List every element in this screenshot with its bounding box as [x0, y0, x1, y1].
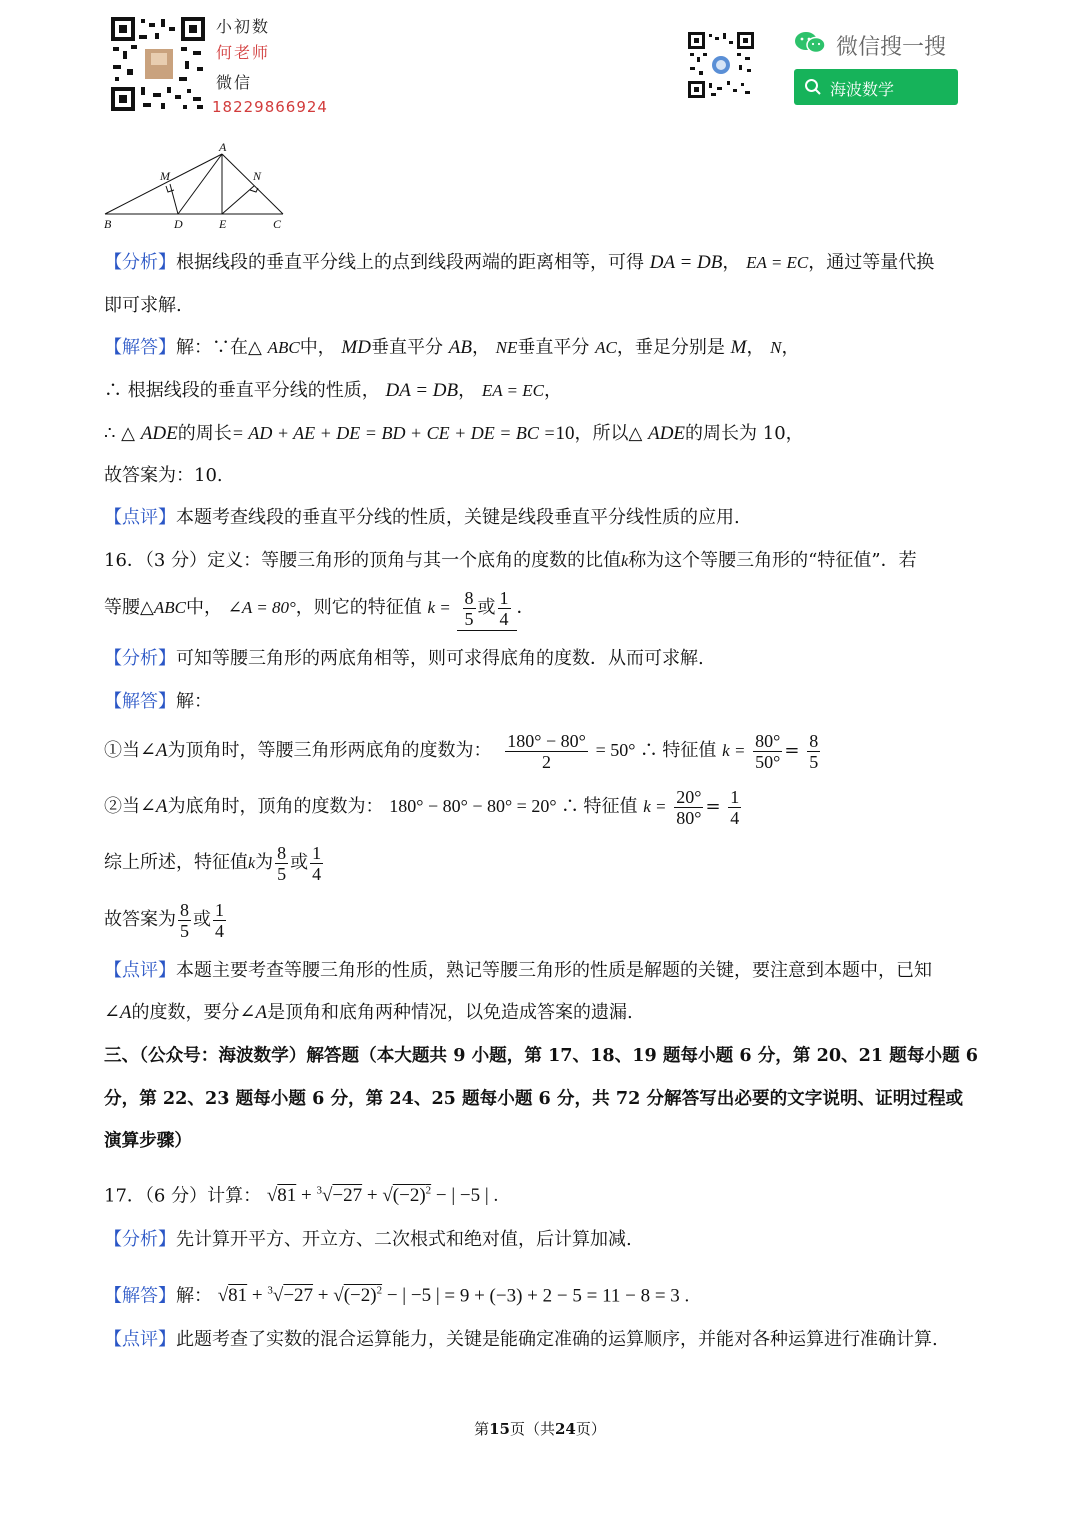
label-d: D [174, 217, 183, 231]
section3-line3: 演算步骤） [104, 1130, 192, 1151]
q15-analysis-cont: 即可求解. [104, 295, 182, 316]
q17-solution: 【解答】解： $√81 + ^3√-27 + √(-2)^2$ − | −5 | = 9 + (−3) + 2 − 5 = 11 − 8 = 3 . [104, 1285, 690, 1307]
contact-line-3: 微信 [216, 73, 253, 92]
q16-stem-line2: 等腰△ABC中， ∠A = 80°，则它的特征值 k = $\frac{8}{5}$ 或 $\frac{1}{4}$ ． [104, 586, 535, 631]
q17-stem: 17．（6 分）计算： $√81 + ^3√-27 + √(-2)^2$ − | −5 | . [104, 1185, 499, 1207]
contact-phone: 18229866924 [212, 98, 328, 116]
q16-answer-blank: $\frac{8}{5}$ 或 $\frac{1}{4}$ [457, 586, 517, 631]
q16-solution-head: 【解答】解： [104, 691, 212, 712]
q16-summary: 综上所述，特征值k为 $\frac{8}{5}$ 或 $\frac{1}{4}$ [104, 842, 322, 884]
q17-comment: 【点评】此题考查了实数的混合运算能力，关键是能确定准确的运算顺序，并能对各种运算进行准确计算. [104, 1329, 938, 1350]
triangle-figure [100, 140, 290, 232]
analysis-tag: 【分析】 [104, 252, 176, 273]
section3-line1: 三、（公众号：海波数学）解答题（本大题共 9 小题，第 17、18、19 题每小题 6 分，第 20、21 题每小题 6 [104, 1045, 979, 1066]
qr-code-right [687, 31, 755, 99]
q15-comment: 【点评】本题考查线段的垂直平分线的性质，关键是线段垂直平分线性质的应用. [104, 507, 740, 528]
page-footer: 第15页（共24页） [474, 1420, 606, 1438]
label-e: E [219, 217, 227, 231]
wechat-search-title: 微信搜一搜 [836, 35, 947, 60]
page-number: 15 [489, 1420, 510, 1438]
label-c: C [273, 217, 282, 231]
q16-comment-line2: ∠A的度数，要分∠A是顶角和底角两种情况，以免造成答案的遗漏. [104, 1002, 633, 1023]
total-pages: 24 [555, 1420, 576, 1438]
q16-analysis: 【分析】可知等腰三角形的两底角相等，则可求得底角的度数．从而可求解. [104, 648, 704, 669]
qr-code-left [109, 15, 207, 113]
q15-answer: 故答案为：10. [104, 465, 223, 486]
contact-line-1: 小初数 [216, 17, 271, 36]
q16-case1: ①当∠A为顶角时，等腰三角形两底角的度数为： $\frac{180^\circ - 80^\circ}{2}$ = 50° ∴ 特征值 k = $\frac{80^\circ}{50^\circ}$ = $\frac{8}{5}$ [104, 730, 819, 772]
q15-solution-line3: ∴ △ ADE的周长= AD + AE + DE = BD + CE + DE = BC =10，所以△ ADE的周长为 10， [104, 423, 804, 444]
search-icon [804, 78, 822, 100]
label-b: B [104, 217, 112, 231]
wechat-logo-icon [794, 30, 826, 56]
section3-line2: 分，第 22、23 题每小题 6 分，第 24、25 题每小题 6 分，共 72 分解答写出必要的文字说明、证明过程或 [104, 1088, 964, 1109]
label-n: N [253, 169, 262, 183]
q16-answer: 故答案为 $\frac{8}{5}$ 或 $\frac{1}{4}$ [104, 899, 224, 941]
wechat-search-query: 海波数学 [830, 80, 895, 99]
label-m: M [160, 169, 170, 183]
q16-stem-line1: 16．（3 分）定义：等腰三角形的顶角与其一个底角的度数的比值k称为这个等腰三角形的“特征值”．若 [104, 550, 917, 571]
q16-comment-line1: 【点评】本题主要考查等腰三角形的性质，熟记等腰三角形的性质是解题的关键，要注意到本题中，已知 [104, 960, 932, 981]
q17-analysis: 【分析】先计算开平方、开立方、二次根式和绝对值，后计算加减. [104, 1229, 632, 1250]
q15-analysis: 【分析】根据线段的垂直平分线上的点到线段两端的距离相等，可得 DA = DB， EA = EC，通过等量代换 [104, 252, 935, 273]
q17-expression: $√81 + ^3√-27 + √(-2)^2$ − | −5 | . [266, 1185, 499, 1207]
label-a: A [219, 140, 227, 154]
contact-line-2: 何老师 [216, 43, 271, 62]
q15-solution-line2: ∴ 根据线段的垂直平分线的性质， DA = DB， EA = EC， [104, 380, 562, 401]
wechat-search-box[interactable] [794, 69, 958, 105]
q15-solution-line1: 【解答】解：∵在△ ABC中， MD垂直平分 AB， NE垂直平分 AC，垂足分别是 M， N， [104, 337, 800, 358]
q16-case2: ②当∠A为底角时，顶角的度数为： 180° − 80° − 80° = 20° ∴ 特征值 k = $\frac{20^\circ}{80^\circ}$ = $\frac{1}{4}$ [104, 786, 740, 828]
